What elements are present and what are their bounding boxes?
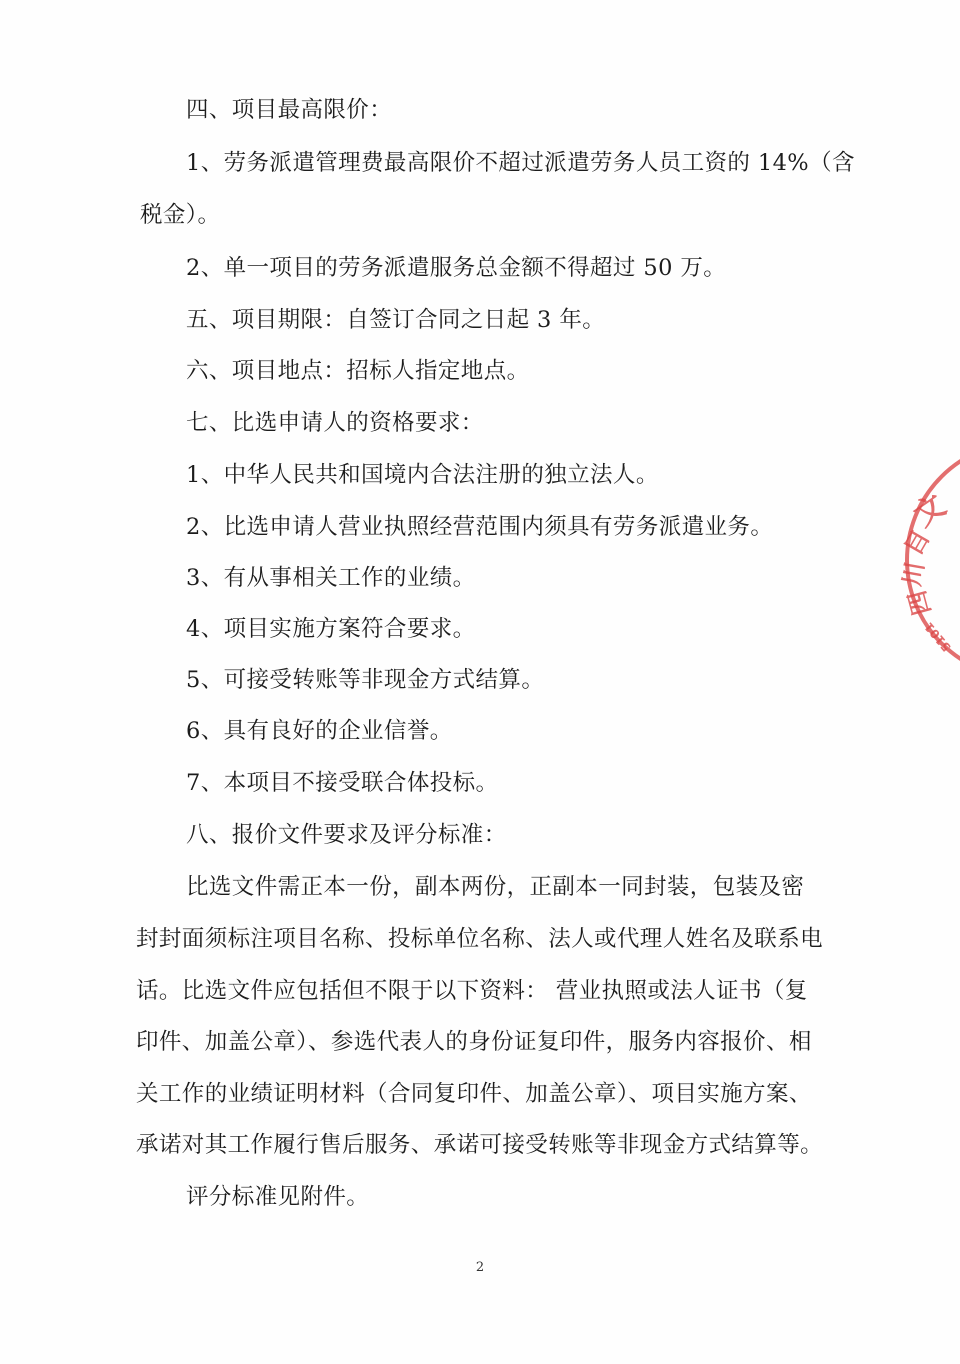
section-7-item-2: 2、比选申请人营业执照经营范围内须具有劳务派遣业务。 <box>186 514 774 540</box>
section-4-heading: 四、项目最高限价： <box>186 97 393 123</box>
section-7-item-5: 5、可接受转账等非现金方式结算。 <box>186 667 545 693</box>
section-7-item-3: 3、有从事相关工作的业绩。 <box>186 565 476 591</box>
section-6-heading: 六、项目地点：招标人指定地点。 <box>186 358 530 384</box>
section-7-item-7: 7、本项目不接受联合体投标。 <box>186 770 499 796</box>
page-number: 2 <box>475 1260 485 1275</box>
seal-glyph-3: 川 <box>897 559 930 589</box>
section-7-item-4: 4、项目实施方案符合要求。 <box>186 616 476 642</box>
section-8-heading: 八、报价文件要求及评分标准： <box>186 822 507 848</box>
seal-glyph-1: 文 <box>907 487 953 534</box>
section-7-heading: 七、比选申请人的资格要求： <box>186 410 484 436</box>
section-8-para-line-3: 话。比选文件应包括但不限于以下资料： 营业执照或法人证书（复 <box>136 978 808 1004</box>
section-4-item-1: 1、劳务派遣管理费最高限价不超过派遣劳务人员工资的 14%（含 <box>186 150 855 176</box>
section-8-para-line-4: 印件、加盖公章）、参选代表人的身份证复印件，服务内容报价、相 <box>136 1029 812 1055</box>
section-5-heading: 五、项目期限：自签订合同之日起 3 年。 <box>186 307 606 333</box>
section-7-item-1: 1、中华人民共和国境内合法注册的独立法人。 <box>186 462 659 488</box>
section-8-para-line-1: 比选文件需正本一份，副本两份，正副本一同封装，包装及密 <box>186 874 805 900</box>
section-8-para-line-2: 封封面须标注项目名称、投标单位名称、法人或代理人姓名及联系电 <box>136 926 824 952</box>
official-seal-stamp <box>897 440 960 680</box>
seal-code: 5101 <box>921 619 954 655</box>
section-4-item-1-cont: 税金）。 <box>140 202 221 228</box>
section-8-para-line-6: 承诺对其工作履行售后服务、承诺可接受转账等非现金方式结算等。 <box>136 1132 824 1158</box>
section-4-item-2: 2、单一项目的劳务派遣服务总金额不得超过 50 万。 <box>186 255 727 281</box>
scoring-note: 评分标准见附件。 <box>186 1184 370 1210</box>
section-7-item-6: 6、具有良好的企业信誉。 <box>186 718 453 744</box>
seal-glyph-4: 四 <box>902 587 937 619</box>
seal-glyph-2: 目 <box>899 525 936 561</box>
section-8-para-line-5: 关工作的业绩证明材料（合同复印件、加盖公章）、项目实施方案、 <box>136 1081 812 1107</box>
